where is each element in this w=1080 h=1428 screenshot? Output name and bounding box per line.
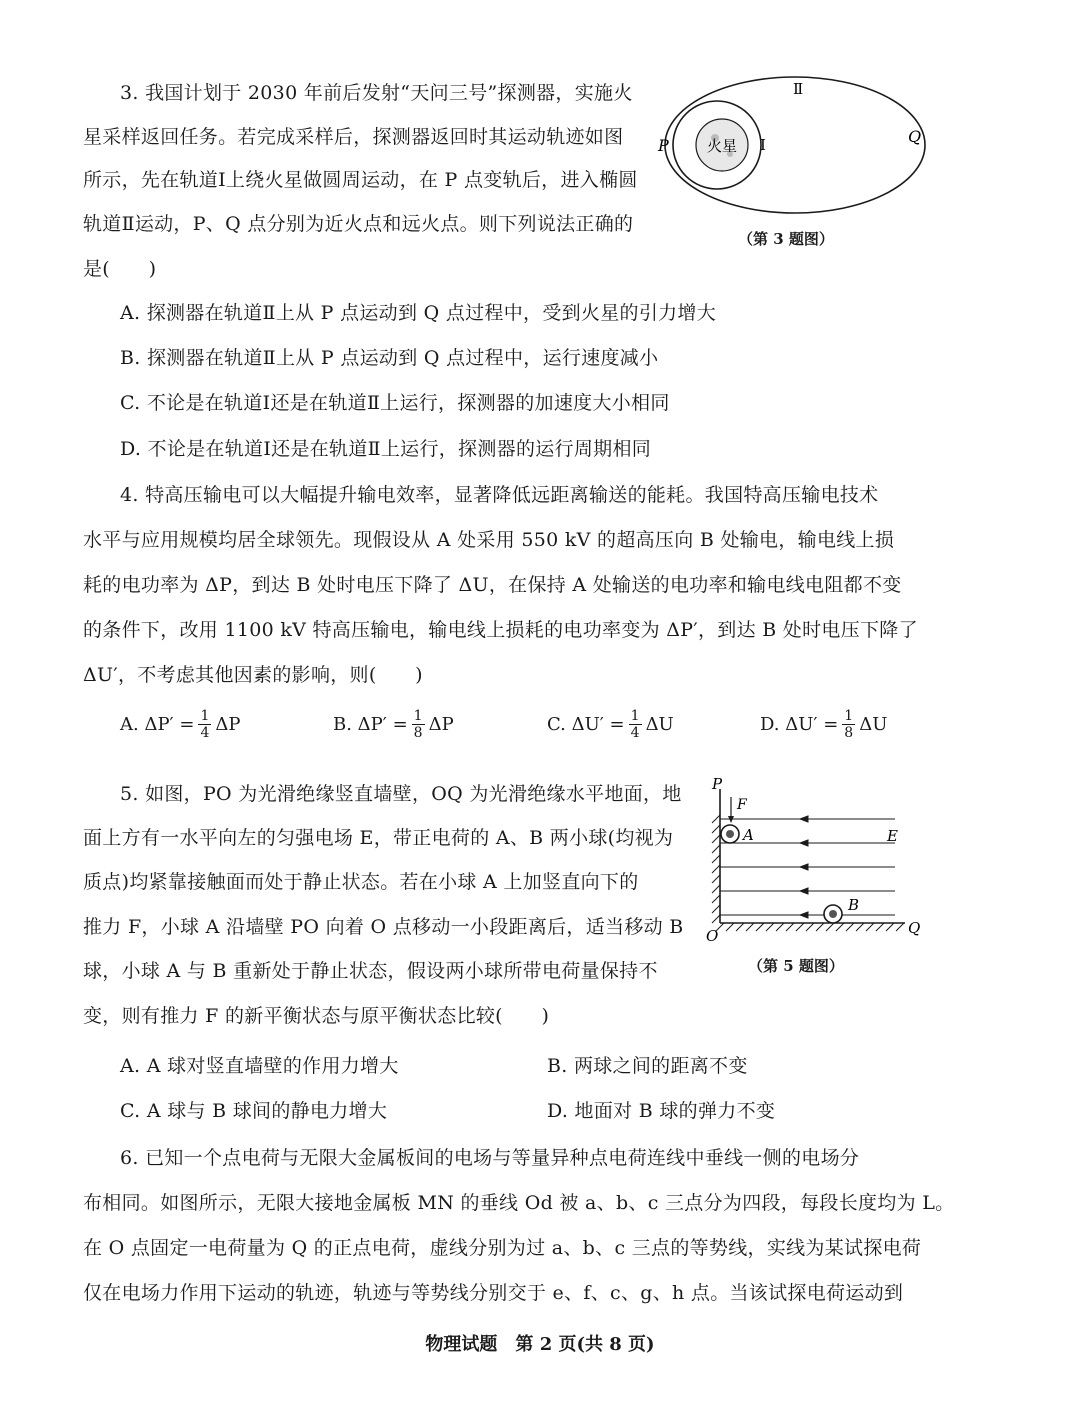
- point-p-label: P: [658, 136, 669, 155]
- q4-line-2: 水平与应用规模均居全球领先。现假设从 A 处采用 550 kV 的超高压向 B 处输电，输电线上损: [83, 529, 895, 551]
- q5-line-6: 变，则有推力 F 的新平衡状态与原平衡状态比较( ): [83, 1005, 550, 1027]
- q4-option-c: C. ΔU′ = $\frac{1}{4}$ ΔU: [547, 708, 674, 741]
- label-b: B: [848, 896, 860, 914]
- label-q: Q: [908, 919, 921, 937]
- q5-option-d: D. 地面对 B 球的弹力不变: [547, 1100, 776, 1122]
- q4-line-4: 的条件下，改用 1100 kV 特高压输电，输电线上损耗的电功率变为 ΔP′，到达 B 处时电压下降了: [83, 619, 918, 641]
- q5-line-5: 球，小球 A 与 B 重新处于静止状态，假设两小球所带电荷量保持不: [83, 960, 658, 982]
- q5-option-b: B. 两球之间的距离不变: [547, 1055, 748, 1077]
- q3-option-a: A. 探测器在轨道Ⅱ上从 P 点运动到 Q 点过程中，受到火星的引力增大: [120, 302, 717, 324]
- wall-hatching: [712, 815, 720, 923]
- label-o: O: [706, 927, 719, 945]
- q3-line-4: 轨道Ⅱ运动，P、Q 点分别为近火点和远火点。则下列说法正确的: [83, 213, 634, 235]
- q4-line-1: 4. 特高压输电可以大幅提升输电效率，显著降低远距离输送的能耗。我国特高压输电技术: [120, 484, 879, 506]
- page-footer: 物理试题 第 2 页(共 8 页): [425, 1334, 655, 1355]
- orbit-2-label: Ⅱ: [793, 80, 804, 98]
- planet-label: 火星: [706, 137, 738, 155]
- label-f: F: [737, 797, 747, 813]
- q4-line-5: ΔU′，不考虑其他因素的影响，则( ): [83, 664, 423, 686]
- q3-figure-caption: （第 3 题图）: [738, 230, 834, 248]
- q5-option-a: A. A 球对竖直墙壁的作用力增大: [120, 1055, 399, 1077]
- q4-option-a: A. ΔP′ = $\frac{1}{4}$ ΔP: [120, 708, 241, 741]
- ball-a-core: [726, 830, 734, 838]
- q3-line-2: 星采样返回任务。若完成采样后，探测器返回时其运动轨迹如图: [83, 126, 624, 148]
- q4-line-3: 耗的电功率为 ΔP，到达 B 处时电压下降了 ΔU，在保持 A 处输送的电功率和输电线电阻都不变: [83, 574, 902, 596]
- q5-line-4: 推力 F，小球 A 沿墙壁 PO 向着 O 点移动一小段距离后，适当移动 B: [83, 916, 684, 938]
- q6-line-2: 布相同。如图所示，无限大接地金属板 MN 的垂线 Od 被 a、b、c 三点分为四段，每段长度均为 L。: [83, 1192, 955, 1214]
- q3-option-b: B. 探测器在轨道Ⅱ上从 P 点运动到 Q 点过程中，运行速度减小: [120, 347, 659, 369]
- floor-hatching: [716, 923, 904, 931]
- q3-option-c: C. 不论是在轨道Ⅰ还是在轨道Ⅱ上运行，探测器的加速度大小相同: [120, 392, 670, 414]
- q3-line-3: 所示，先在轨道Ⅰ上绕火星做圆周运动，在 P 点变轨后，进入椭圆: [83, 169, 638, 191]
- q4-option-b: B. ΔP′ = $\frac{1}{8}$ ΔP: [333, 708, 454, 741]
- q5-option-c: C. A 球与 B 球间的静电力增大: [120, 1100, 388, 1122]
- q5-line-3: 质点)均紧靠接触面而处于静止状态。若在小球 A 上加竖直向下的: [83, 871, 639, 893]
- orbit-1-label: Ⅰ: [760, 136, 766, 154]
- point-q-label: Q: [908, 127, 922, 146]
- label-e: E: [887, 827, 898, 845]
- q6-line-1: 6. 已知一个点电荷与无限大金属板间的电场与等量异种点电荷连线中垂线一侧的电场分: [120, 1147, 860, 1169]
- q5-figure: [700, 775, 930, 950]
- q6-line-3: 在 O 点固定一电荷量为 Q 的正点电荷，虚线分别为过 a、b、c 三点的等势线，实线为某试探电荷: [83, 1237, 922, 1259]
- q5-figure-caption: （第 5 题图）: [748, 957, 844, 975]
- q3-option-d: D. 不论是在轨道Ⅰ还是在轨道Ⅱ上运行，探测器的运行周期相同: [120, 438, 652, 460]
- q3-line-5: 是( ): [83, 258, 157, 280]
- q4-option-d: D. ΔU′ = $\frac{1}{8}$ ΔU: [760, 708, 888, 741]
- label-p: P: [712, 775, 723, 793]
- label-a: A: [743, 826, 754, 844]
- q6-line-4: 仅在电场力作用下运动的轨迹，轨迹与等势线分别交于 e、f、c、g、h 点。当该试探电荷运动到: [83, 1282, 904, 1304]
- q3-line-1: 3. 我国计划于 2030 年前后发射“天问三号”探测器，实施火: [120, 82, 633, 104]
- q5-line-1: 5. 如图，PO 为光滑绝缘竖直墙壁，OQ 为光滑绝缘水平地面，地: [120, 783, 682, 805]
- q5-line-2: 面上方有一水平向左的匀强电场 E，带正电荷的 A、B 两小球(均视为: [83, 827, 674, 849]
- ball-b-core: [829, 910, 837, 918]
